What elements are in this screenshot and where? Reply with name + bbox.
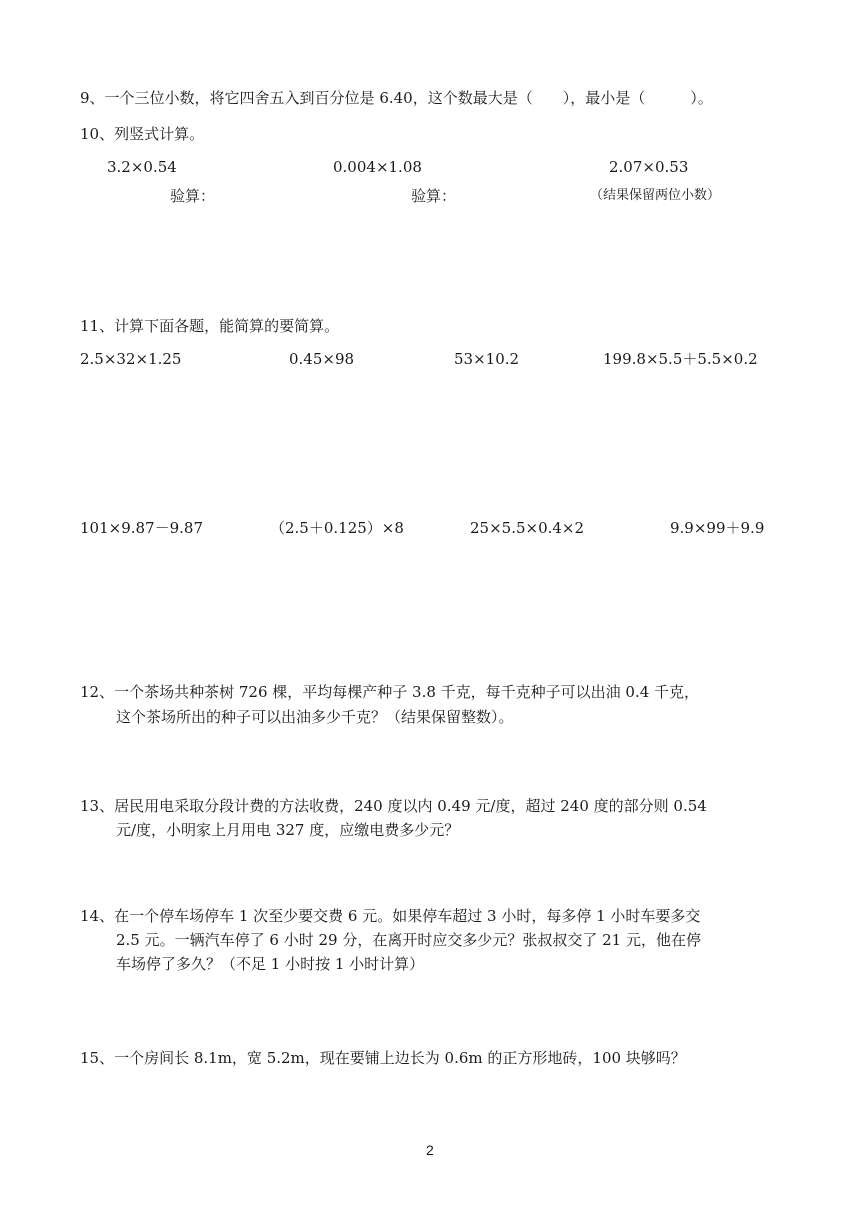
question-12-line-1: 12、一个茶场共种茶树 726 棵，平均每棵产种子 3.8 千克，每千克种子可以出油 0.4 千克， — [80, 683, 700, 701]
q11-item-1: 2.5×32×1.25 — [80, 350, 182, 368]
question-14-line-2: 2.5 元。一辆汽车停了 6 小时 29 分，在离开时应交多少元？张叔叔交了 21 元，他在停 — [116, 931, 701, 949]
q10-check-label-1: 验算： — [170, 187, 216, 205]
q11-item-5: 101×9.87－9.87 — [80, 519, 203, 537]
question-10-title: 10、列竖式计算。 — [80, 125, 205, 143]
question-15: 15、一个房间长 8.1m，宽 5.2m，现在要铺上边长为 0.6m 的正方形地砖，100 块够吗？ — [80, 1049, 686, 1067]
question-14-line-1: 14、在一个停车场停车 1 次至少要交费 6 元。如果停车超过 3 小时，每多停 1 小时车要多交 — [80, 907, 701, 925]
question-13-line-2: 元/度，小明家上月用电 327 度，应缴电费多少元？ — [116, 821, 460, 839]
question-13-line-1: 13、居民用电采取分段计费的方法收费，240 度以内 0.49 元/度，超过 240 度的部分则 0.54 — [80, 797, 707, 815]
q10-item-2: 0.004×1.08 — [333, 158, 422, 176]
q10-check-label-2: 验算： — [411, 187, 457, 205]
question-11-title: 11、计算下面各题，能简算的要简算。 — [80, 317, 340, 335]
question-9: 9、一个三位小数，将它四舍五入到百分位是 6.40，这个数最大是（ ），最小是（ ）。 — [80, 89, 713, 107]
q10-rounding-note: （结果保留两位小数） — [590, 188, 721, 203]
q11-item-8: 9.9×99＋9.9 — [670, 519, 765, 537]
q11-item-7: 25×5.5×0.4×2 — [470, 519, 585, 537]
q11-item-2: 0.45×98 — [289, 350, 355, 368]
question-14-line-3: 车场停了多久？（不足 1 小时按 1 小时计算） — [116, 955, 425, 973]
q11-item-3: 53×10.2 — [454, 350, 520, 368]
q11-item-6: （2.5＋0.125）×8 — [270, 519, 404, 537]
question-12-line-2: 这个茶场所出的种子可以出油多少千克？（结果保留整数）。 — [116, 708, 514, 726]
page-number: 2 — [426, 1142, 434, 1158]
q11-item-4: 199.8×5.5＋5.5×0.2 — [603, 350, 758, 368]
q10-item-3: 2.07×0.53 — [609, 158, 689, 176]
q10-item-1: 3.2×0.54 — [107, 158, 177, 176]
